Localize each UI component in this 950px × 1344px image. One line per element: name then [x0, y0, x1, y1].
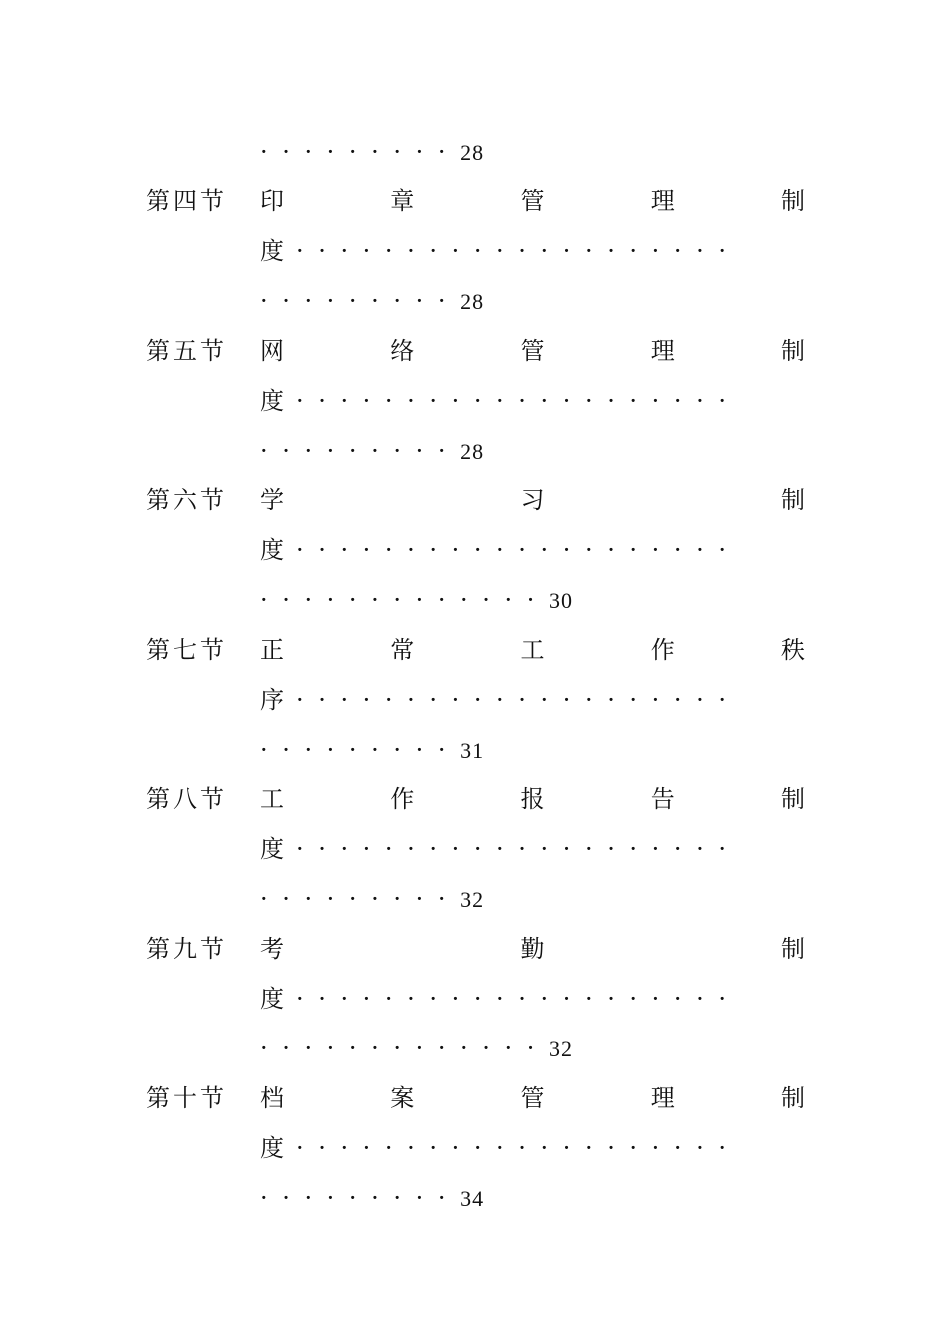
title-char: 管 — [520, 1084, 545, 1112]
leader-dots: ········· — [260, 1184, 461, 1212]
leader-dots: ············· — [260, 586, 549, 614]
leader-dots: ···················· — [296, 1134, 741, 1162]
title-char: 章 — [390, 187, 415, 215]
title-char: 制 — [781, 785, 805, 813]
title-char: 理 — [650, 337, 675, 365]
title-char: 作 — [650, 636, 675, 664]
leader-dots: ···················· — [296, 536, 741, 564]
title-cont-char: 度 — [260, 237, 284, 265]
page-number: 30 — [548, 588, 573, 613]
toc-entry-title — [260, 485, 805, 515]
toc-head-leader — [260, 137, 484, 167]
title-char: 习 — [520, 486, 545, 514]
title-char: 制 — [781, 486, 805, 514]
toc-entry-leader — [260, 436, 484, 466]
toc-entry-title — [260, 1083, 805, 1113]
toc-entry-leader — [260, 1183, 484, 1213]
page-number: 32 — [460, 887, 485, 912]
title-char: 考 — [260, 935, 284, 963]
title-cont-char: 度 — [260, 835, 284, 863]
title-char: 理 — [650, 1084, 675, 1112]
toc-entry-label: 第九节 — [146, 935, 227, 963]
leader-dots: ········· — [260, 736, 461, 764]
title-cont-char: 度 — [260, 387, 284, 415]
page-number: 32 — [548, 1036, 573, 1061]
toc-entry-title — [260, 635, 805, 665]
toc-entry-continuation — [260, 984, 741, 1014]
leader-dots: ········· — [260, 287, 461, 315]
title-char: 络 — [390, 337, 415, 365]
toc-entry-continuation — [260, 1133, 741, 1163]
toc-entry-continuation — [260, 386, 741, 416]
title-char: 制 — [781, 935, 805, 963]
toc-entry-leader — [260, 1033, 573, 1063]
title-char: 档 — [260, 1084, 284, 1112]
page-number: 31 — [460, 738, 485, 763]
title-cont-char: 度 — [260, 1134, 284, 1162]
toc-entry-continuation — [260, 834, 741, 864]
toc-entry-title — [260, 186, 805, 216]
title-char: 工 — [260, 785, 284, 813]
title-char: 管 — [520, 337, 545, 365]
toc-entry-leader — [260, 286, 484, 316]
title-char: 制 — [781, 187, 805, 215]
toc-entry-label: 第五节 — [146, 337, 227, 365]
page-number: 28 — [460, 289, 485, 314]
toc-entry-continuation — [260, 535, 741, 565]
title-char: 告 — [650, 785, 675, 813]
leader-dots: ···················· — [296, 985, 741, 1013]
title-char: 制 — [781, 1084, 805, 1112]
leader-dots: ········· — [260, 885, 461, 913]
page-number: 28 — [460, 439, 485, 464]
page-number: 28 — [460, 140, 485, 165]
toc-entry-label: 第七节 — [146, 636, 227, 664]
title-cont-char: 序 — [260, 686, 284, 714]
title-char: 作 — [390, 785, 415, 813]
title-char: 案 — [390, 1084, 415, 1112]
title-cont-char: 度 — [260, 536, 284, 564]
leader-dots: ···················· — [296, 686, 741, 714]
toc-entry-label: 第八节 — [146, 785, 227, 813]
title-char: 秩 — [781, 636, 805, 664]
title-char: 印 — [260, 187, 284, 215]
toc-entry-title — [260, 784, 805, 814]
leader-dots: ············· — [260, 1034, 549, 1062]
title-char: 常 — [390, 636, 415, 664]
toc-entry-leader — [260, 735, 484, 765]
title-char: 网 — [260, 337, 284, 365]
title-char: 勤 — [520, 935, 545, 963]
leader-dots: ········· — [260, 437, 461, 465]
leader-dots: ···················· — [296, 835, 741, 863]
leader-dots: ···················· — [296, 237, 741, 265]
title-char: 理 — [650, 187, 675, 215]
toc-entry-title — [260, 336, 805, 366]
title-char: 学 — [260, 486, 284, 514]
title-char: 正 — [260, 636, 284, 664]
title-char: 管 — [520, 187, 545, 215]
leader-dots: ········· — [260, 138, 461, 166]
toc-entry-continuation — [260, 685, 741, 715]
toc-entry-label: 第六节 — [146, 486, 227, 514]
title-char: 制 — [781, 337, 805, 365]
toc-entry-leader — [260, 884, 484, 914]
leader-dots: ···················· — [296, 387, 741, 415]
toc-entry-label: 第十节 — [146, 1084, 227, 1112]
title-char: 工 — [520, 636, 545, 664]
title-cont-char: 度 — [260, 985, 284, 1013]
title-char: 报 — [520, 785, 545, 813]
toc-entry-label: 第四节 — [146, 187, 227, 215]
toc-entry-leader — [260, 585, 573, 615]
toc-entry-title — [260, 934, 805, 964]
toc-entry-continuation — [260, 236, 741, 266]
page-number: 34 — [460, 1186, 485, 1211]
